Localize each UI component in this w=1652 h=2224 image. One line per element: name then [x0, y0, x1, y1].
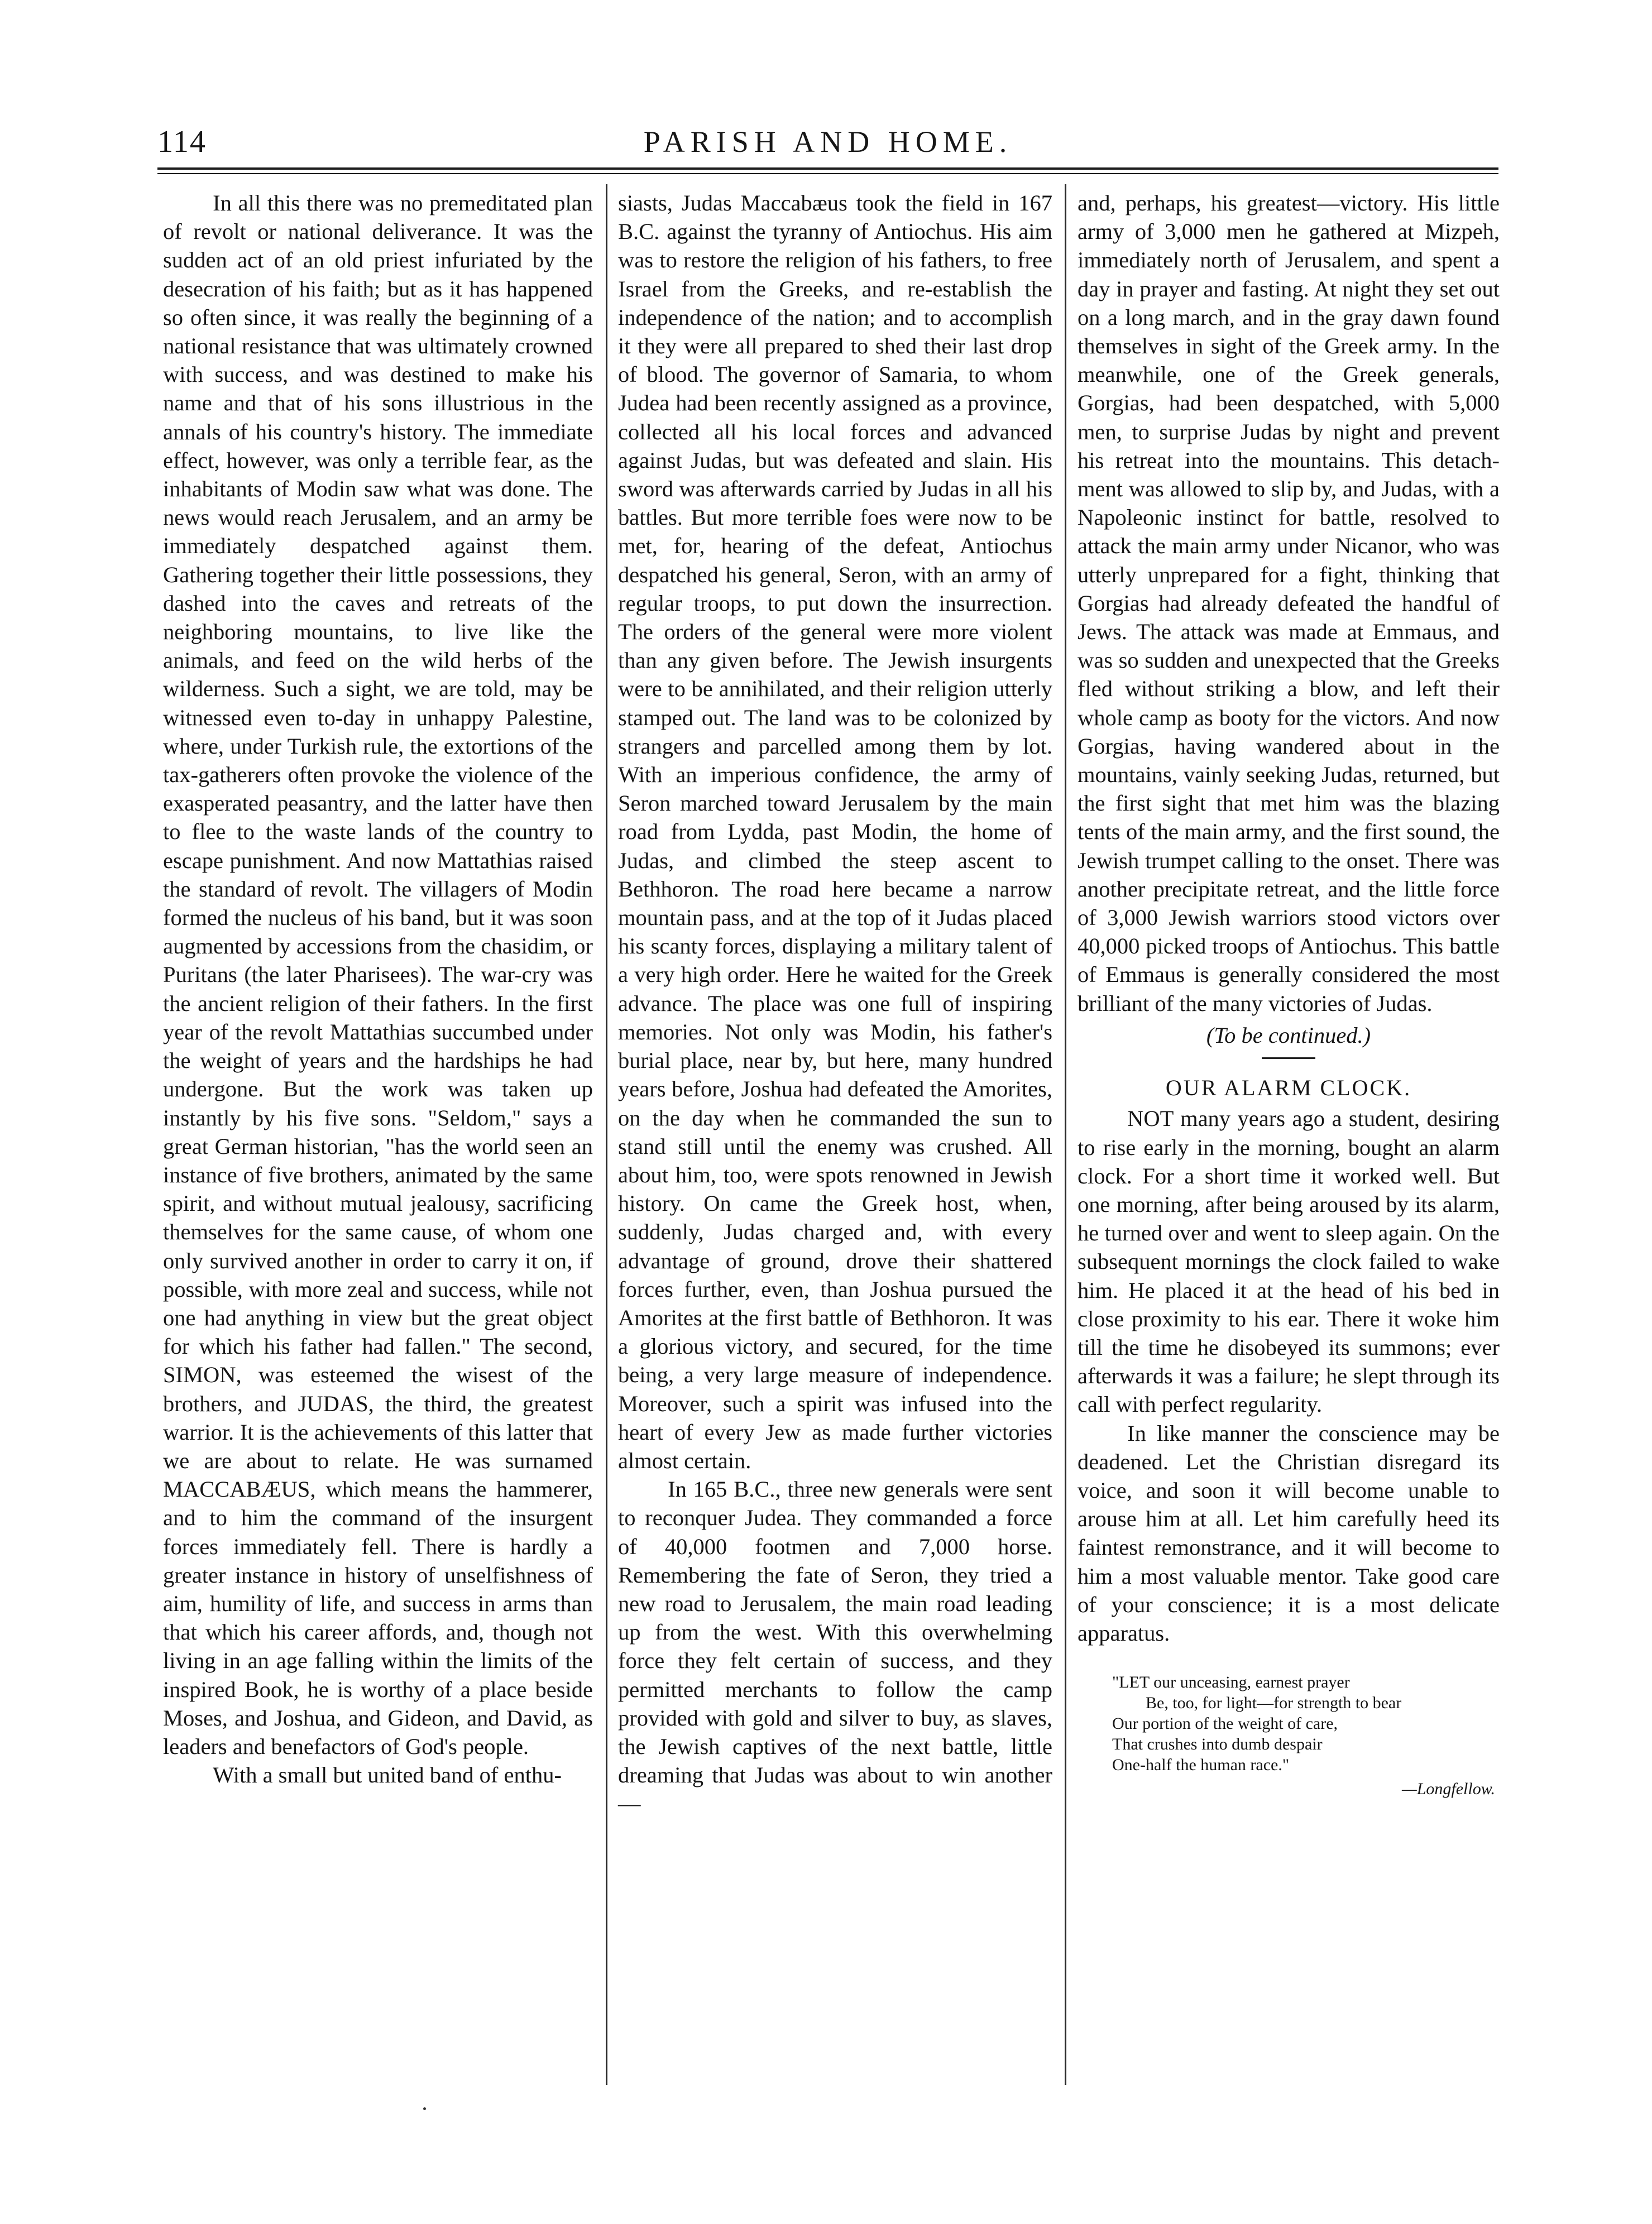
header-rule-top [157, 167, 1498, 170]
col2-paragraph-1: siasts, Judas Maccabæus took the field in 167 B.C. against the tyranny of Antiochus. His aim was to restore the religion of his fathers, to free Israel from the Greeks, and re-establish the independence of the nation; and to accomplish it they were all prepared to shed their last drop of blood. The governor of Samaria, to whom Judea had been recently assigned as a province, collected all his local forces and advanced against Judas, but was defeated and slain. His sword was afterwards carried by Judas in all his battles. But more terrible foes were now to be met, for, hearing of the defeat, Antiochus despatched his general, Seron, with an army of regular troops, to put down the insurrection. The orders of the general were more violent than any given before. The Jewish insurgents were to be annihilated, and their religion utterly stamped out. The land was to be colonized by strangers and parcelled among them by lot. With an imperious confidence, the army of Seron marched toward Jerusalem by the main road from Lydda, past Modin, the home of Judas, and climbed the steep ascent to Bethhoron. The road here became a narrow mountain pass, and at the top of it Judas placed his scanty forces, displaying a military talent of a very high order. Here he waited for the Greek advance. The place was one full of inspiring memories. Not only was Modin, his father's burial place, near by, but here, many hundred years before, Joshua had defeated the Amorites, on the day when he commanded the sun to stand still until the enemy was crushed. All about him, too, were spots renowned in Jewish history. On came the Greek host, when, suddenly, Judas charged and, with every advantage of ground, drove their shattered forces further, even, than Joshua pursued the Amorites at the first battle of Bethhoron. It was a glorious victory, and secured, for the time being, a very large measure of independence. Moreover, such a spirit was infused into the heart of every Jew as made further victories almost certain. [618, 190, 1052, 1473]
column-divider-2 [1065, 184, 1066, 2085]
col3-paragraph-1: and, perhaps, his greatest—victory. His little army of 3,000 men he gathered at Mizpeh, immediately north of Jerusalem, and spent a day in prayer and fasting. At night they set out on a long march, and in the gray dawn found themselves in sight of the Greek army. In the meanwhile, one of the Greek generals, Gorgias, had been despatched, with 5,000 men, to surprise Judas by night and prevent his retreat into the mountains. This detachment was allowed to slip by, and Judas, with a Napoleonic instinct for battle, resolved to attack the main army under Nicanor, who was utterly unprepared for a fight, thinking that Gorgias had already defeated the handful of Jews. The attack was made at Emmaus, and was so sudden and unexpected that the Greeks fled without striking a blow, and left their whole camp as booty for the victors. And now Gorgias, having wandered about in the mountains, vainly seeking Judas, returned, but the first sight that met him was the blazing tents of the main army, and the first sound, the Jewish trumpet calling to the onset. There was another precipitate retreat, and the little force of 3,000 Jewish warriors stood victors over 40,000 picked troops of Antiochus. This battle of Emmaus is generally considered the most brilliant of the many victories of Judas. [1078, 190, 1500, 1016]
print-speck [423, 2107, 426, 2110]
poem-line-3: Our portion of the weight of care, [1112, 1714, 1338, 1733]
poem-quote [1112, 1672, 1500, 1799]
poem-line-1: "LET our unceasing, earnest prayer [1112, 1673, 1350, 1692]
column-3 [1078, 189, 1500, 1799]
poem-line-2: Be, too, for light—for strength to bear [1146, 1694, 1402, 1713]
article-title: OUR ALARM CLOCK. [1165, 1075, 1412, 1101]
header-rule-bottom [157, 173, 1498, 174]
col1-paragraph-1: In all this there was no premeditated plan of revolt or national deliverance. It was the sudden act of an old priest infuriated by the desecration of his faith; but as it has happened so often since, it was really the beginning of a national resistance that was ultimately crowned with success, and was destined to make his name and that of his sons illustrious in the annals of his country's history. The immediate effect, however, was only a terrible fear, as the inhabitants of Modin saw what was done. The news would reach Jerusalem, and an army be immediately despatched against them. Gathering together their little possessions, they dashed into the caves and retreats of the neighboring mountains, to live like the animals, and feed on the wild herbs of the wilderness. Such a sight, we are told, may be witnessed even to-day in unhappy Palestine, where, under Turkish rule, the extortions of the tax-gatherers often provoke the violence of the exasperated peasantry, and the latter have then to flee to the waste lands of the country to escape punishment. And now Mattathias raised the standard of revolt. The villagers of Modin formed the nucleus of his band, but it was soon augmented by accessions from the chasidim, or Puritans (the later Pharisees). The war-cry was the ancient religion of their fathers. In the first year of the revolt Mattathias succumbed under the weight of years and the hardships he had undergone. But the work was taken up instantly by his five sons. "Seldom," says a great German historian, "has the world seen an instance of five brothers, animated by the same spirit, and without mutual jealousy, sacrificing themselves for the same cause, of whom one only survived another in order to carry it on, if possible, with more zeal and success, while not one had anything in view but the great object for which his father had fallen." The second, SIMON, was esteemed the wisest of the brothers, and JUDAS, the third, the greatest warrior. It is the achievements of this latter that we are about to relate. He was surnamed MACCABÆUS, which means the hammerer, and to him the command of the insurgent forces immediately fell. There is hardly a greater instance in history of unselfishness of aim, humility of life, and success in arms than that which his career affords, and, though not living in an age falling within the limits of the inspired Book, he is worthy of a place beside Moses, and Joshua, and Gideon, and David, as leaders and benefactors of God's people. [163, 190, 593, 1759]
poem-attribution: —Longfellow. [1402, 1780, 1495, 1799]
column-1 [163, 189, 593, 1789]
poem-line-4: That crushes into dumb despair [1112, 1735, 1323, 1754]
col1-paragraph-2: With a small but united band of enthu- [213, 1762, 562, 1788]
poem-line-5: One-half the human race." [1112, 1756, 1290, 1775]
page-header [157, 119, 1498, 164]
alarm-paragraph-2: In like manner the conscience may be deadened. Let the Christian disregard its voice, and soon it will become unable to arouse him at all. Let him carefully heed its faintest remonstrance, and it will become to him a most valuable mentor. Take good care of your conscience; it is a most delicate apparatus. [1078, 1420, 1500, 1646]
col2-paragraph-2: In 165 B.C., three new generals were sent to reconquer Judea. They commanded a force of 40,000 footmen and 7,000 horse. Remembering the fate of Seron, they tried a new road to Jerusalem, the main road leading up from the west. With this overwhelming force they felt certain of success, and they permitted merchants to follow the camp provided with gold and silver to buy, as slaves, the Jewish captives of the next battle, little dreaming that Judas was about to win another— [618, 1477, 1052, 1816]
running-title: PARISH AND HOME. [643, 125, 1013, 159]
to-be-continued-note: (To be continued.) [1206, 1022, 1371, 1048]
alarm-paragraph-1: NOT many years ago a student, desiring to rise early in the morning, bought an alarm clock. For a short time it worked well. But one morning, after being aroused by its alarm, he turned over and went to sleep again. On the subsequent mornings the clock failed to wake him. He placed it at the head of his bed in close proximity to his ear. There it woke him till the time he disobeyed its summons; ever afterwards it was a failure; he slept through its call with perfect regularity. [1078, 1106, 1500, 1417]
column-2 [618, 189, 1052, 1818]
page-number: 114 [157, 124, 207, 159]
column-divider-1 [606, 184, 607, 2085]
section-divider [1262, 1057, 1315, 1059]
